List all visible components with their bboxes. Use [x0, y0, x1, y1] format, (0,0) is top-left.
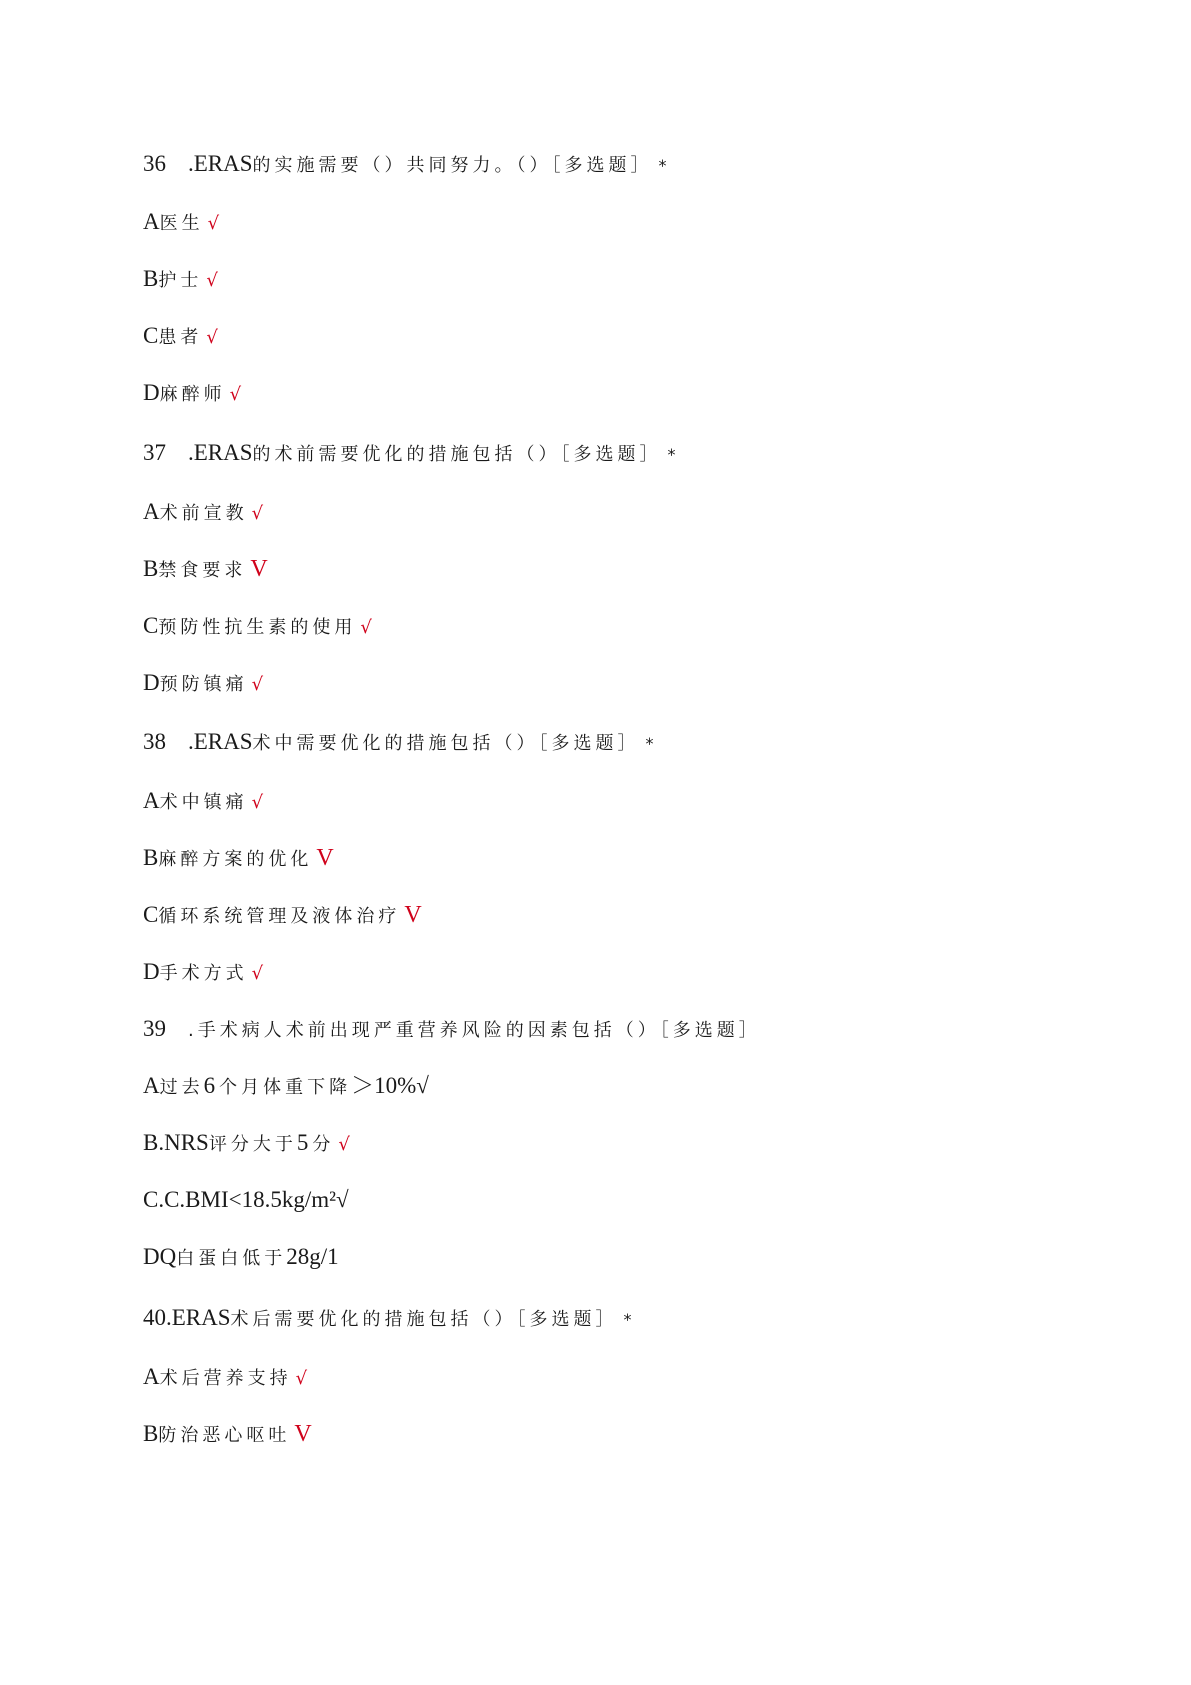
- question-number: 39: [143, 1016, 166, 1041]
- check-mark-icon: √: [338, 1134, 350, 1155]
- option-letter: A: [143, 788, 160, 813]
- option-text: 医生: [159, 213, 204, 234]
- option-letter: B: [143, 556, 159, 581]
- check-mark-icon: √: [251, 503, 264, 524]
- check-mark-icon: √: [295, 1368, 308, 1389]
- option-b: [143, 557, 268, 581]
- option-value: ＞10%: [351, 1073, 417, 1098]
- question-number: 40.ERAS: [143, 1305, 231, 1330]
- question-text: 术中需要优化的措施包括（）［多选题］: [252, 733, 640, 754]
- question-text: .手术病人术前出现严重营养风险的因素包括（）［多选题］: [188, 1020, 761, 1041]
- option-a: [143, 500, 263, 523]
- question-text: 术后需要优化的措施包括（）［多选题］: [230, 1309, 618, 1330]
- question-text: 的实施需要（）共同努力。（）［多选题］: [252, 155, 653, 176]
- option-letter: A: [143, 1364, 160, 1389]
- question-text: 的术前需要优化的措施包括（）［多选题］: [252, 444, 662, 465]
- check-mark-icon: √: [360, 617, 372, 638]
- option-text: 手术方式: [159, 963, 248, 984]
- option-d: [143, 381, 241, 404]
- check-mark-icon: √: [251, 963, 264, 984]
- question-code: .ERAS: [188, 440, 253, 465]
- check-mark-icon: √: [251, 674, 264, 695]
- question-number: 38: [143, 729, 166, 754]
- option-letter: B: [143, 845, 159, 870]
- option-c: [143, 614, 372, 637]
- option-letter: B.NRS: [143, 1130, 209, 1155]
- option-c: [143, 324, 218, 347]
- question-code: .ERAS: [188, 729, 253, 754]
- check-mark-icon: V: [404, 902, 422, 928]
- question-code: .ERAS: [188, 151, 253, 176]
- check-mark-icon: √: [206, 327, 218, 348]
- option-b: [143, 1131, 350, 1154]
- option-letter: A: [143, 209, 160, 234]
- option-text: 白蛋白低于: [176, 1248, 287, 1269]
- option-letter: C: [143, 902, 159, 927]
- option-text: 过去: [159, 1077, 204, 1098]
- option-letter: C: [143, 613, 159, 638]
- option-text: 预防性抗生素的使用: [158, 617, 357, 638]
- option-letter: D: [143, 959, 160, 984]
- option-a: [143, 789, 263, 812]
- option-text: 预防镇痛: [159, 674, 248, 695]
- question-40: [143, 1306, 632, 1329]
- option-c: [143, 903, 422, 927]
- option-value: 28g/1: [286, 1244, 339, 1269]
- required-star: *: [623, 1310, 632, 1329]
- option-letter: A: [143, 499, 160, 524]
- check-mark-icon: √: [251, 792, 264, 813]
- question-38: [143, 730, 654, 753]
- option-text: 护士: [158, 270, 203, 291]
- option-d: [143, 671, 263, 694]
- option-c: [143, 1188, 349, 1211]
- option-text: 麻醉方案的优化: [158, 849, 313, 870]
- check-mark-icon: √: [206, 270, 218, 291]
- question-39: [143, 1017, 761, 1040]
- option-letter: DQ: [143, 1244, 177, 1269]
- option-d: [143, 1245, 339, 1268]
- option-letter: D: [143, 380, 160, 405]
- required-star: *: [645, 734, 654, 753]
- option-letter: A: [143, 1073, 160, 1098]
- option-d: [143, 960, 263, 983]
- option-b: [143, 846, 334, 870]
- option-text: 禁食要求: [158, 560, 247, 581]
- option-text: 术中镇痛: [159, 792, 248, 813]
- option-text: 个月体重下降: [219, 1077, 352, 1098]
- option-text: 术前宣教: [159, 503, 248, 524]
- question-number: 37: [143, 440, 166, 465]
- check-mark-icon: V: [316, 845, 334, 871]
- option-text: 循环系统管理及液体治疗: [158, 906, 401, 927]
- required-star: *: [658, 156, 667, 175]
- option-text: 术后营养支持: [159, 1368, 292, 1389]
- check-mark-icon: √: [336, 1187, 349, 1212]
- option-b: [143, 1422, 312, 1446]
- check-mark-icon: V: [294, 1421, 312, 1447]
- option-a: [143, 1074, 429, 1097]
- check-mark-icon: √: [416, 1073, 429, 1098]
- option-number: 6: [203, 1073, 216, 1098]
- option-letter: B: [143, 1421, 159, 1446]
- required-star: *: [667, 445, 676, 464]
- check-mark-icon: √: [229, 384, 242, 405]
- option-a: [143, 1365, 307, 1388]
- option-letter: C: [143, 323, 159, 348]
- check-mark-icon: V: [250, 556, 268, 582]
- option-number: 5: [296, 1130, 309, 1155]
- option-text: 麻醉师: [159, 384, 226, 405]
- option-a: [143, 210, 219, 233]
- question-number: 36: [143, 151, 166, 176]
- question-37: [143, 441, 676, 464]
- option-text: 评分大于: [208, 1134, 297, 1155]
- option-text: 患者: [158, 327, 203, 348]
- option-letter: D: [143, 670, 160, 695]
- option-b: [143, 267, 218, 290]
- check-mark-icon: √: [207, 213, 220, 234]
- question-36: [143, 152, 667, 175]
- option-text: C.C.BMI<18.5kg/m²: [143, 1187, 337, 1212]
- option-letter: B: [143, 266, 159, 291]
- option-text: 分: [312, 1134, 335, 1155]
- option-text: 防治恶心呕吐: [158, 1425, 291, 1446]
